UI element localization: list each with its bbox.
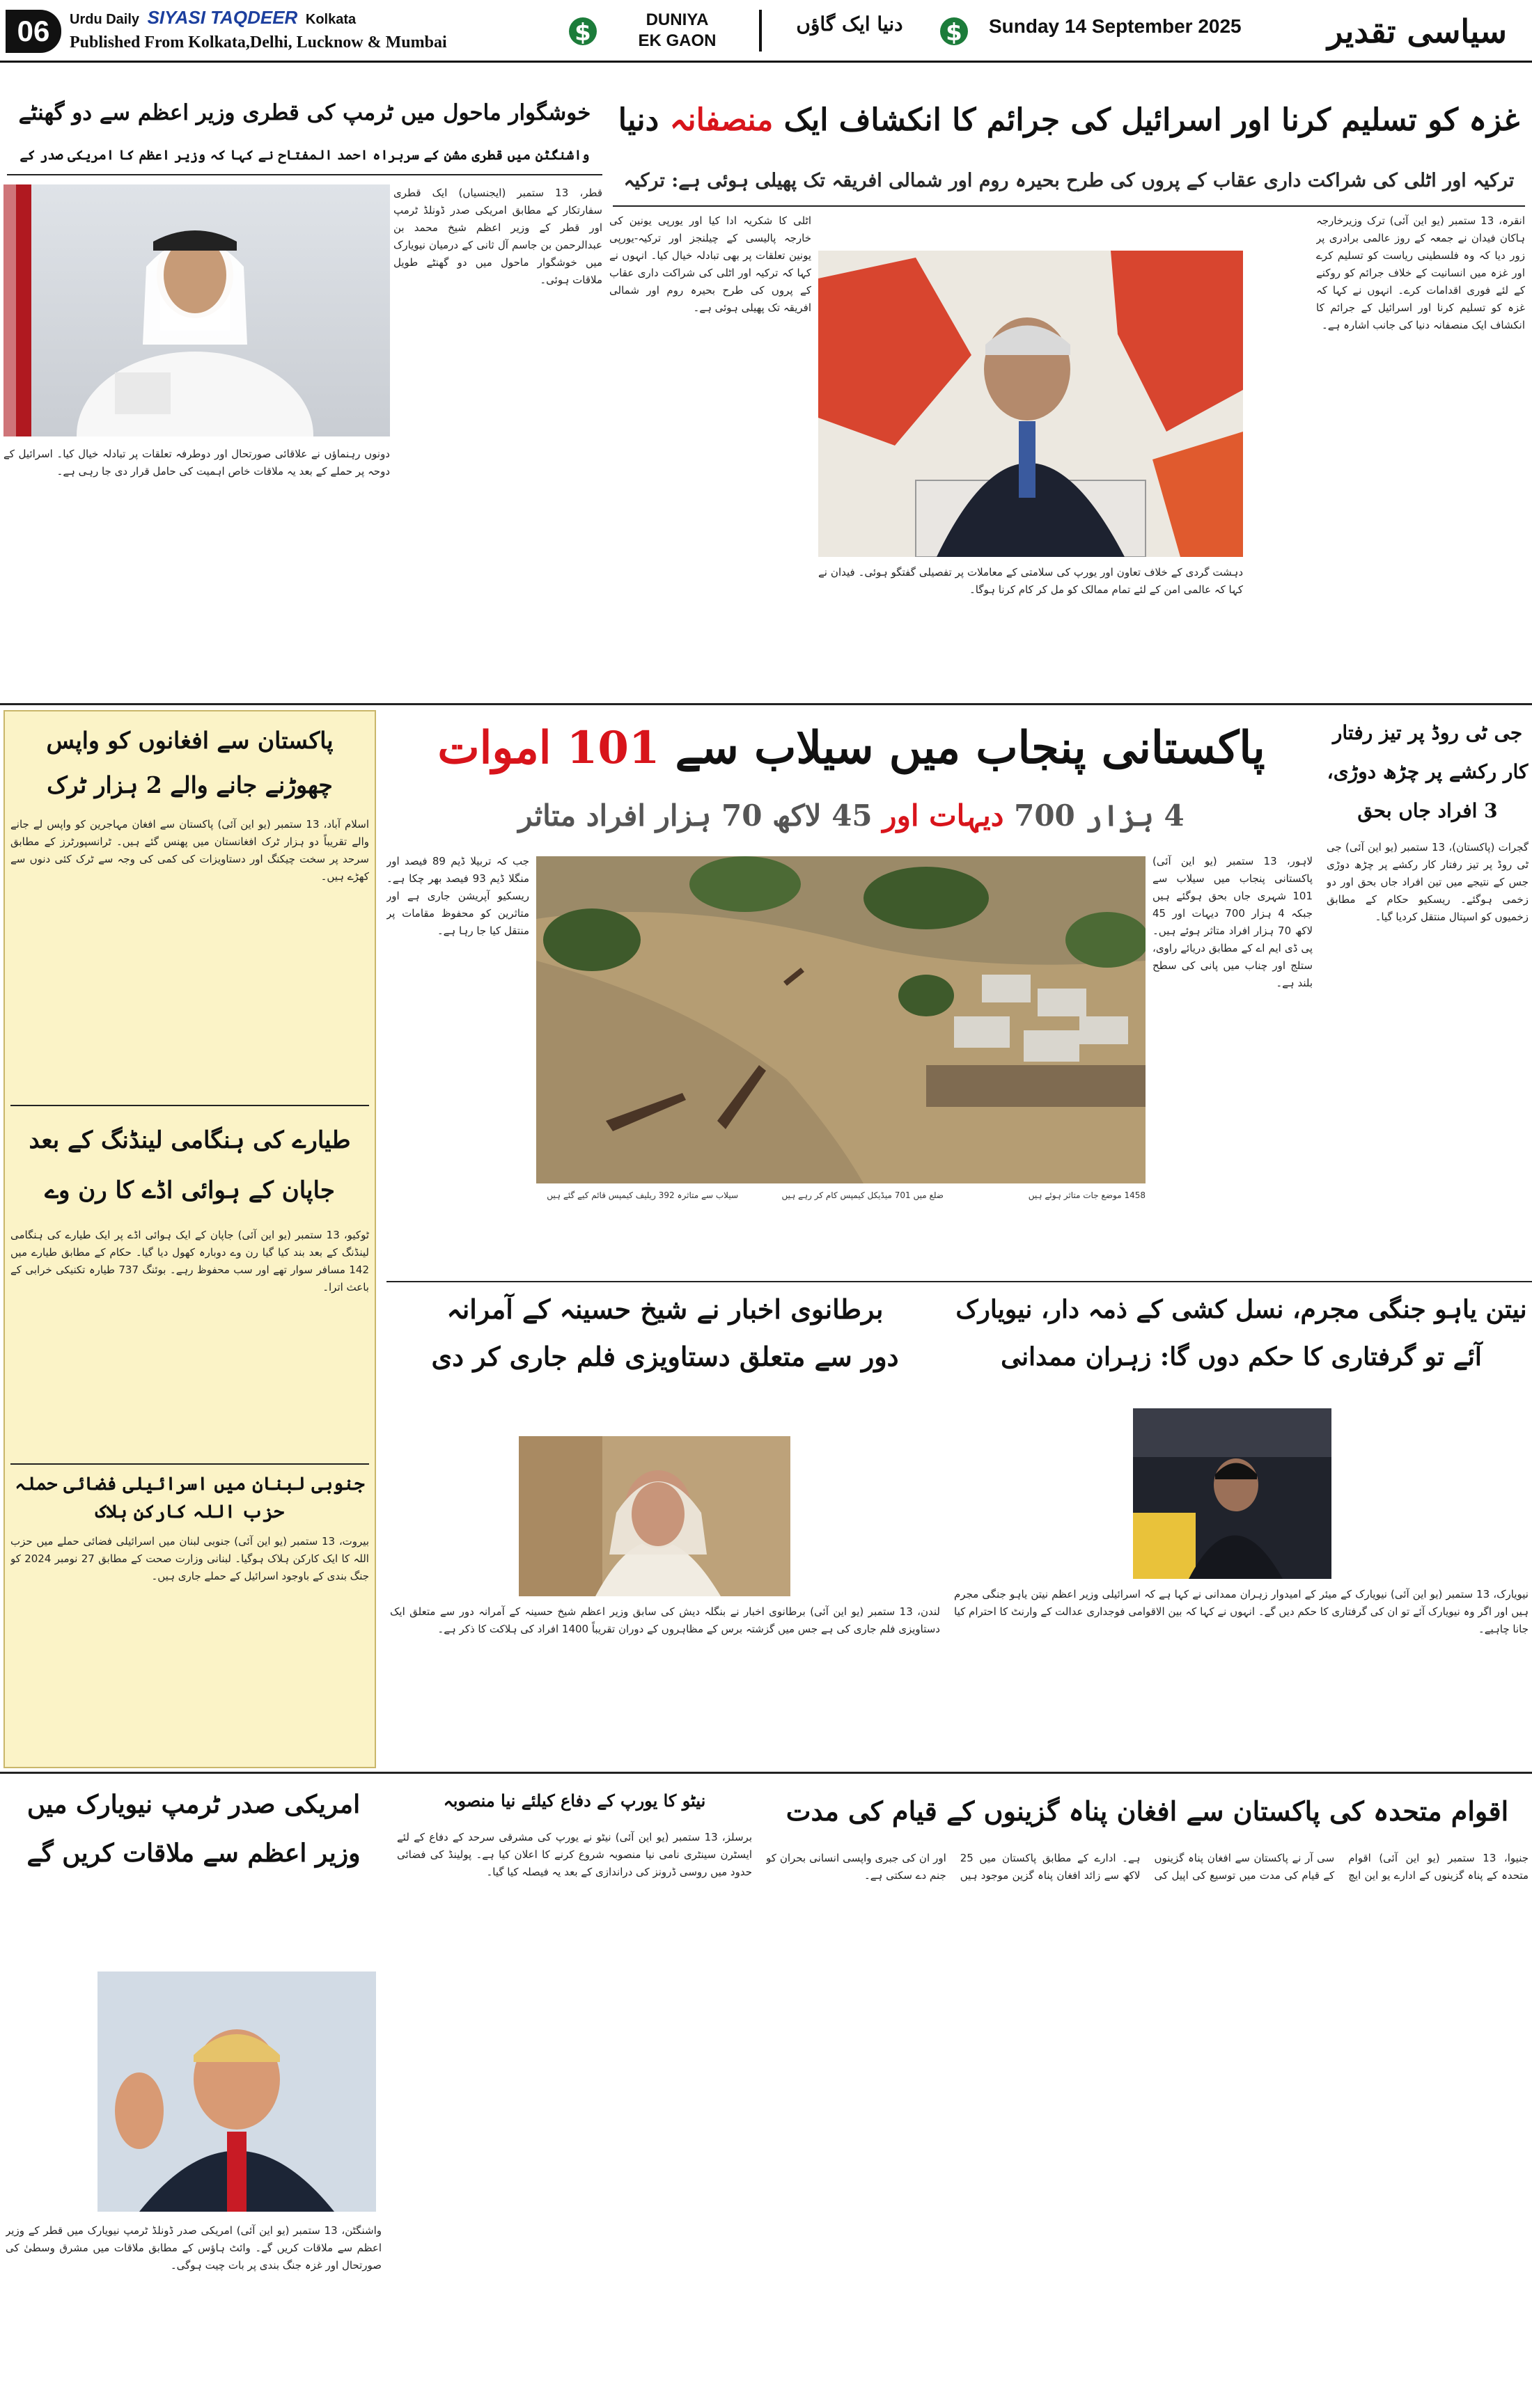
afghan-trucks-body: اسلام آباد، 13 ستمبر (یو این آئی) پاکستان سے افغان مہاجرین کو واپس لے جانے والے تقریباً دو ہزار ٹرک افغانستان میں پھنس گئے ہیں۔ ٹرانسپورٹرز کے مطابق سرحد پر سخت چیکنگ اور دستاویزات کی کمی کی وجہ سے ٹرک کئی دنوں سے کھڑے ہیں۔ (10, 818, 369, 883)
turkey-minister-photo (818, 251, 1243, 557)
story-turkey (609, 66, 1532, 707)
qatar-rule (7, 174, 602, 175)
turkey-headline-red: منصفانہ (669, 102, 774, 138)
turkey-headline (613, 91, 1525, 150)
story-trump-qatar (0, 1777, 386, 2407)
turkey-body-bottom: دہشت گردی کے خلاف تعاون اور یورپ کی سلامتی کے معاملات پر تفصیلی گفتگو ہوئی۔ فیدان نے کہا کہ عالمی امن کے لئے تمام ممالک کو مل کر کام کرنا ہوگا۔ (818, 566, 1243, 596)
flood-body-left: جب کہ تربیلا ڈیم 89 فیصد اور منگلا ڈیم 93 فیصد بھر چکا ہے۔ ریسکیو آپریشن جاری ہے اور متاثرین کو محفوظ مقامات پر منتقل کیا جا رہا ہے۔ (386, 855, 529, 937)
hasina-body: لندن، 13 ستمبر (یو این آئی) برطانوی اخبار نے بنگلہ دیش کی سابق وزیر اعظم شیخ حسینہ کے آمرانہ دور سے متعلق ایک دستاویزی فلم جاری کی ہے جس میں گزشتہ برس کے مظاہروں کے دوران تقریباً 1400 افراد کی ہلاکت کا ذکر ہے۔ (390, 1605, 940, 1635)
trump-body: واشنگٹن، 13 ستمبر (یو این آئی) امریکی صدر ڈونلڈ ٹرمپ نیویارک میں قطر کے وزیر اعظم سے ملاقات کریں گے۔ وائٹ ہاؤس کے مطابق ملاقات میں مشرق وسطیٰ کی صورتحال اور غزہ جنگ بندی پر بات چیت ہوگی۔ (6, 2224, 382, 2272)
flood-body-right: لاہور، 13 ستمبر (یو این آئی) پاکستانی پنجاب میں سیلاب سے 101 شہری جاں بحق ہوگئے ہیں جبکہ 4 ہزار 700 دیہات اور 45 لاکھ 70 ہزار افراد متاثر ہوئے ہیں۔ پی ڈی ایم اے کے مطابق دریائے راوی، ستلج اور چناب میں پانی کی سطح بلند ہے۔ (1152, 855, 1313, 989)
gt-road-body: گجرات (پاکستان)، 13 ستمبر (یو این آئی) جی ٹی روڈ پر تیز رفتار کار رکشے پر چڑھ دوڑی جس کے نتیجے میں تین افراد جاں بحق اور دو زخمی ہوگئے۔ ریسکیو حکام کے مطابق زخمیوں کو اسپتال منتقل کردیا گیا۔ (1327, 841, 1529, 923)
left-column-box (3, 710, 376, 1768)
mamdani-headline-2: آئے تو گرفتاری کا حکم دوں گا: زہران ممدانی (1001, 1342, 1482, 1371)
divider-row-3 (0, 1772, 1532, 1774)
japan-headline: طیارے کی ہنگامی لینڈنگ کے بعد جاپان کے ہوائی اڈے کا رن وے (29, 1126, 351, 1204)
dollar-icon-left (568, 6, 598, 57)
svg-text:$: $ (946, 19, 962, 47)
qatar-body-1: قطر، 13 ستمبر (ایجنسیاں) ایک قطری سفارتکار کے مطابق امریکی صدر ڈونلڈ ٹرمپ اور قطر کے وزیر اعظم شیخ محمد بن عبدالرحمن بن جاسم آل ثانی کے درمیان نیویارک میں خوشگوار ماحول میں دو گھنٹے طویل ملاقات ہوئی۔ (393, 187, 602, 286)
flood-headline-pre: پاکستانی پنجاب میں سیلاب سے (675, 722, 1265, 774)
turkey-body-right: انقرہ، 13 ستمبر (یو این آئی) ترک وزیرخارجہ ہاکان فیدان نے جمعہ کے روز عالمی برادری پر زور دیا کہ وہ فلسطینی ریاست کو تسلیم کرے اور غزہ میں انسانیت کے خلاف جرائم کو روکنے کے لئے فوری اقدامات کرے۔ انہوں نے کہا کہ غزہ کو تسلیم کرنا اور اسرائیل کے جرائم کا انکشاف ایک منصفانہ دنیا کی جانب اشارہ ہے۔ (1316, 214, 1525, 331)
mamdani-headline-1: نیتن یاہو جنگی مجرم، نسل کشی کے ذمہ دار، نیویارک (955, 1295, 1527, 1324)
flood-subhead-2: دیہات اور (882, 798, 1004, 833)
issue-date: Sunday 14 September 2025 (989, 15, 1242, 37)
lebanon-headline: جنوبی لبنان میں اسرائیلی فضائی حملہ حزب اللہ کارکن ہلاک (15, 1474, 365, 1522)
divider-row-1 (0, 703, 1532, 705)
paper-kicker: Urdu Daily (70, 12, 140, 27)
story-mamdani (951, 1286, 1532, 1767)
divider-row-2 (386, 1281, 1532, 1282)
flood-photo (536, 856, 1146, 1183)
turkey-headline-main: غزہ کو تسلیم کرنا اور اسرائیل کی جرائم کا انکشاف ایک (783, 102, 1520, 138)
story-nato (393, 1777, 756, 2407)
flood-headline-red: 101 اموات (437, 722, 660, 774)
flood-subhead (390, 788, 1313, 844)
qatar-body-2: دونوں رہنماؤں نے علاقائی صورتحال اور دوطرفہ تعلقات پر تبادلہ خیال کیا۔ اسرائیل کے دوحہ پر حملے کے بعد یہ ملاقات خاص اہمیت کی حامل قرار دی جا رہی ہے۔ (3, 448, 390, 478)
masthead (0, 0, 1532, 63)
published-from: Published From Kolkata,Delhi, Lucknow & Mumbai (70, 33, 447, 52)
turkey-rule (613, 205, 1525, 207)
section-en: DUNIYA EK GAON (638, 10, 717, 50)
un-afghan-body: جنیوا، 13 ستمبر (یو این آئی) اقوام متحدہ کے پناہ گزینوں کے ادارے یو این ایچ سی آر نے پاکستان سے افغان پناہ گزینوں کے قیام کی مدت میں توسیع کی اپیل کی ہے۔ ادارے کے مطابق پاکستان میں 25 لاکھ سے زائد افغان پناہ گزین موجود ہیں اور ان کی جبری واپسی انسانی بحران کو جنم دے سکتی ہے۔ (766, 1852, 1529, 1882)
urdu-logo: سیاسی تقدیر (1327, 13, 1507, 50)
turkey-body-left: اٹلی کا شکریہ ادا کیا اور یورپی یونین کی خارجہ پالیسی کے چیلنجز اور ترکیہ-یورپی یونین تعلقات پر بھی تبادلہ خیال کیا۔ انہوں نے کہا کہ ترکیہ اور اٹلی کی شراکت داری عقاب کے پروں کی طرح بحیرہ روم اور شمالی افریقہ تک پھیلی ہوئی ہے۔ (609, 214, 811, 314)
paper-city: Kolkata (305, 12, 357, 27)
flood-caption-c: 1458 موضع جات متاثر ہوئے ہیں (1028, 1190, 1146, 1200)
gt-road-headline: جی ٹی روڈ پر تیز رفتار کار رکشے پر چڑھ دوڑی، 3 افراد جاں بحق (1327, 721, 1529, 822)
flood-subhead-4: ہزار افراد متاثر (518, 798, 712, 833)
paper-brand: SIYASI TAQDEER (147, 7, 298, 28)
trump-headline-2: وزیر اعظم سے ملاقات کریں گے (26, 1839, 361, 1868)
flood-caption-b: ضلع میں 701 میڈیکل کیمپس کام کر رہے ہیں (781, 1190, 944, 1200)
qatar-headline-2: واشنگٹن میں قطری مشن کے سربراہ احمد المفتاح نے کہا کہ وزیر اعظم کا امریکی صدر کے (19, 148, 590, 163)
flood-subhead-3: 45 لاکھ 70 (721, 798, 873, 833)
trump-headline-1: امریکی صدر ٹرمپ نیویارک میں (26, 1790, 361, 1819)
dollar-icon-right (939, 6, 969, 57)
nato-body: برسلز، 13 ستمبر (یو این آئی) نیٹو نے یورپ کی مشرقی سرحد کے دفاع کے لئے ایسٹرن سینٹری نامی نیا منصوبہ شروع کرنے کا اعلان کیا ہے۔ پولینڈ کی فضائی حدود میں روسی ڈرونز کی دراندازی کے بعد یہ فیصلہ کیا گیا۔ (397, 1831, 752, 1878)
flood-subhead-1: 4 ہزار 700 (1014, 798, 1185, 833)
japan-body: ٹوکیو، 13 ستمبر (یو این آئی) جاپان کے ایک ہوائی اڈے پر ایک طیارے کی ہنگامی لینڈنگ کے بعد بند کیا گیا رن وے دوبارہ کھول دیا گیا۔ حکام کے مطابق طیارے میں 142 مسافر سوار تھے اور سب محفوظ رہے۔ بوئنگ 737 طیارہ تکنیکی خرابی کے باعث اترا۔ (10, 1229, 369, 1293)
flood-headline (390, 710, 1313, 787)
story-qatar (0, 66, 606, 707)
afghan-trucks-rule (10, 1105, 369, 1106)
story-hasina (386, 1286, 944, 1767)
story-gt-road (1323, 710, 1532, 1277)
nato-headline: نیٹو کا یورپ کے دفاع کیلئے نیا منصوبہ (443, 1791, 706, 1811)
turkey-subhead: ترکیہ اور اٹلی کی شراکت داری عقاب کے پروں کی طرح بحیرہ روم اور شمالی افریقہ تک پھیلی ہوئی ہے: ترکیہ (623, 170, 1515, 191)
qatar-pm-photo (3, 184, 390, 436)
turkey-headline-tail: دنیا (618, 102, 659, 138)
section-ur: دنیا ایک گاؤں (796, 13, 903, 36)
lebanon-body: بیروت، 13 ستمبر (یو این آئی) جنوبی لبنان میں اسرائیلی فضائی حملے میں حزب اللہ کا ایک کارکن ہلاک ہوگیا۔ لبنانی وزارت صحت کے مطابق 27 نومبر 2024 کو جنگ بندی کے باوجود اسرائیل کے حملے جاری ہیں۔ (10, 1535, 369, 1582)
hasina-headline-1: برطانوی اخبار نے شیخ حسینہ کے آمرانہ (446, 1293, 884, 1325)
hasina-headline-2: دور سے متعلق دستاویزی فلم جاری کر دی (431, 1341, 899, 1372)
story-flood (386, 710, 1316, 1277)
mamdani-body: نیویارک، 13 ستمبر (یو این آئی) نیویارک کے میئر کے امیدوار زہران ممدانی نے کہا ہے کہ اسرائیلی وزیر اعظم نیتن یاہو جنگی مجرم ہیں اور اگر وہ نیویارک آئے تو ان کی گرفتاری کا حکم دیں گے۔ انہوں نے کہا کہ بین الاقوامی فوجداری عدالت کے وارنٹ کا احترام کیا جانا چاہیے۔ (954, 1588, 1529, 1635)
section-divider (759, 10, 762, 52)
story-un-afghan (763, 1777, 1532, 2407)
japan-rule (10, 1463, 369, 1465)
un-afghan-headline: اقوام متحدہ کی پاکستان سے افغان پناہ گزینوں کے قیام کی مدت (785, 1795, 1509, 1827)
afghan-trucks-headline: پاکستان سے افغانوں کو واپس چھوڑنے جانے والے 2 ہزار ٹرک (46, 727, 334, 798)
flood-caption-a: سیلاب سے متاثرہ 392 ریلیف کیمپس قائم کیے گئے ہیں (547, 1190, 738, 1200)
page-number: 06 (6, 10, 61, 53)
svg-text:$: $ (574, 19, 591, 47)
qatar-headline-1: خوشگوار ماحول میں ٹرمپ کی قطری وزیر اعظم سے دو گھنٹے (18, 100, 591, 125)
